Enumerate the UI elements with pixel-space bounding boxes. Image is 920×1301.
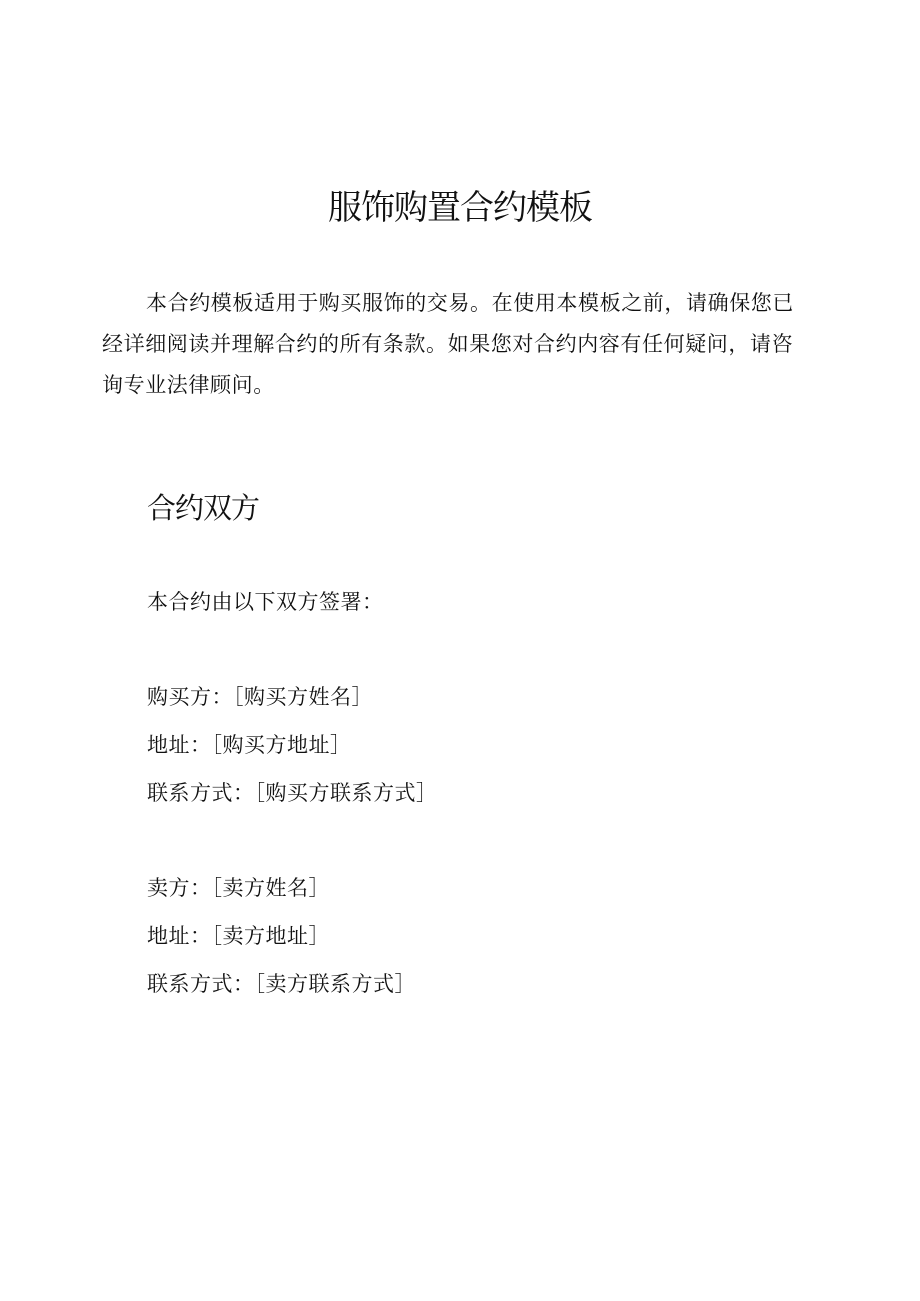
document-title: 服饰购置合约模板 <box>328 188 592 228</box>
buyer-name-line: 购买方：［购买方姓名］ <box>147 685 373 709</box>
parties-heading: 合约双方 <box>147 491 260 525</box>
seller-address-line: 地址：［卖方地址］ <box>147 924 330 948</box>
buyer-address-line: 地址：［购买方地址］ <box>147 733 352 757</box>
intro-paragraph: 本合约模板适用于购买服饰的交易。在使用本模板之前，请确保您已经详细阅读并理解合约的所有条款。如果您对合约内容有任何疑问，请咨询专业法律顾问。 <box>102 291 794 397</box>
buyer-contact-line: 联系方式：［购买方联系方式］ <box>147 781 438 805</box>
seller-name-line: 卖方：［卖方姓名］ <box>147 876 330 900</box>
signing-intro: 本合约由以下双方签署： <box>147 590 384 614</box>
seller-contact-line: 联系方式：［卖方联系方式］ <box>147 972 416 996</box>
